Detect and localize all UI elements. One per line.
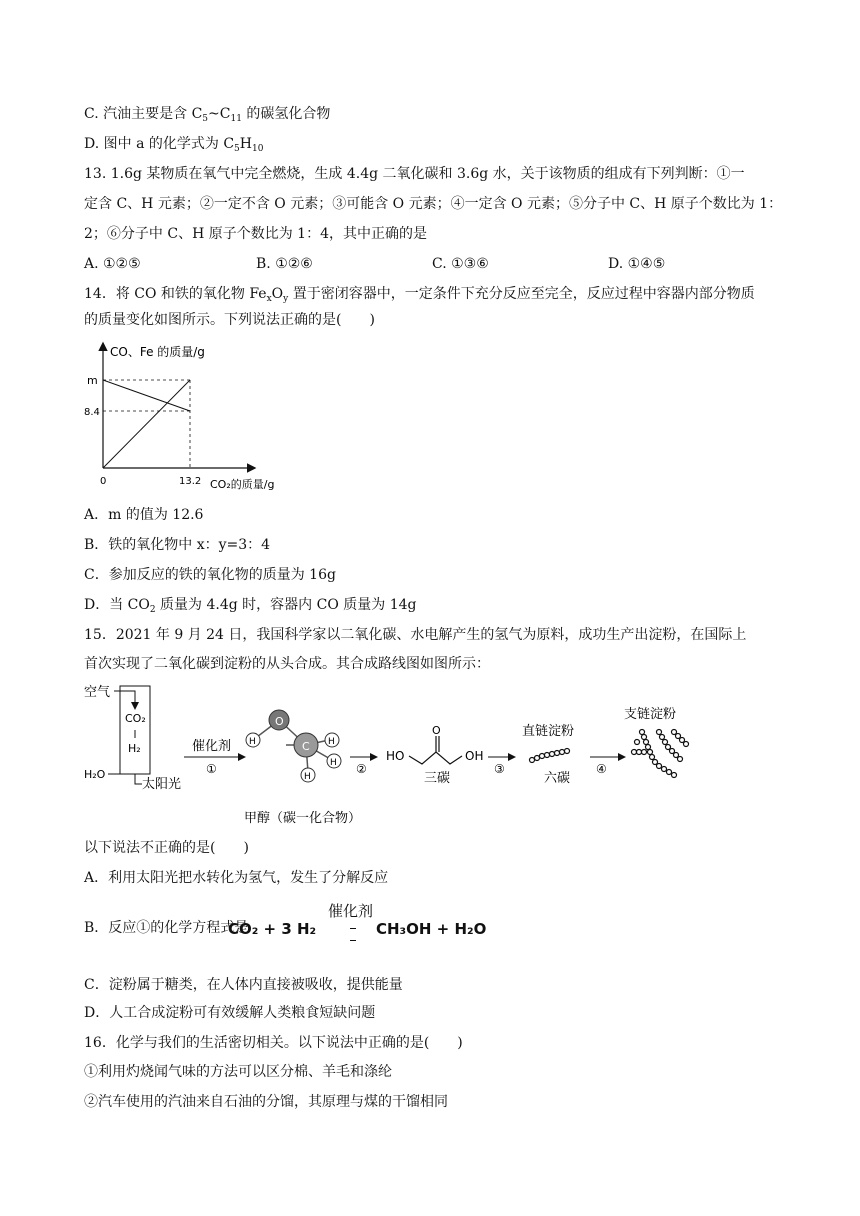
oh-label: OH: [465, 749, 484, 763]
q14-stem-line1: 14．将 CO 和铁的氧化物 $Fe_xO_y$ 置于密闭容器中，一定条件下充分反应至完全，反应过程中容器内部分物质: [84, 286, 755, 304]
co2-label: CO₂: [125, 712, 146, 725]
h2o-label: H₂O: [84, 768, 106, 781]
x-axis-label: CO₂的质量/g: [210, 478, 275, 491]
svg-text:H: H: [330, 758, 337, 768]
q14-option-c: C．参加反应的铁的氧化物的质量为 16g: [84, 567, 336, 583]
fe-series-line: [103, 380, 190, 468]
q16-item-1: ①利用灼烧闻气味的方法可以区分棉、羊毛和涤纶: [84, 1064, 392, 1080]
equation-right: CH₃OH + H₂O: [376, 920, 487, 938]
q13-option-d: D. ①④⑤: [608, 256, 666, 272]
q16-stem: 16．化学与我们的生活密切相关。以下说法中正确的是( ): [84, 1035, 463, 1051]
q14-option-d: D．当 $CO_2$ 质量为 4.4g 时，容器内 CO 质量为 14g: [84, 597, 417, 615]
methanol-label: 甲醇（碳一化合物）: [244, 811, 362, 826]
equation-marks: [350, 928, 356, 942]
q15-option-b: B．反应①的化学方程式是: [84, 920, 249, 936]
svg-text:H: H: [328, 737, 335, 747]
sunlight-label: 太阳光: [142, 777, 182, 792]
q13-stem-line2: 定含 C、H 元素；②一定不含 O 元素；③可能含 O 元素；④一定含 O 元素；⑤分子中 C、H 原子个数比为 1：: [84, 196, 783, 212]
co-series-line: [103, 380, 190, 411]
q13-option-c: C. ①③⑥: [432, 256, 489, 272]
linear-starch-chain: [530, 749, 570, 763]
equation-catalyst: 催化剂: [328, 902, 374, 920]
branched-starch-label: 支链淀粉: [624, 707, 677, 722]
six-carbon-label: 六碳: [544, 771, 571, 786]
svg-text:C: C: [302, 740, 310, 753]
ketone-o-label: O: [432, 724, 441, 737]
q13-option-b: B. ①②⑥: [256, 256, 313, 272]
q12-option-d: D. 图中 a 的化学式为 $C_5H_{10}$: [84, 136, 264, 154]
q16-item-2: ②汽车使用的汽油来自石油的分馏，其原理与煤的干馏相同: [84, 1094, 448, 1110]
step3-label: ③: [494, 762, 505, 776]
step4-label: ④: [596, 762, 607, 776]
svg-text:H: H: [304, 772, 311, 782]
q12-option-c: C. 汽油主要是含 $C_5\sim C_{11}$ 的碳氢化合物: [84, 106, 331, 124]
q13-option-a: A. ①②⑤: [84, 256, 141, 272]
branched-starch-chain: [632, 730, 689, 778]
q15-stem-line2: 首次实现了二氧化碳到淀粉的从头合成。其合成路线图如图所示：: [84, 656, 490, 672]
svg-text:O: O: [275, 715, 284, 728]
catalyst-label: 催化剂: [192, 739, 232, 754]
y-tick-8-4: 8.4: [84, 407, 100, 418]
q14-option-b: B．铁的氧化物中 x：y=3：4: [84, 537, 271, 553]
three-carbon-skeleton: [409, 752, 462, 764]
q14-mass-chart: [84, 338, 304, 498]
q15-starch-synthesis-diagram: [84, 680, 704, 830]
q15-question: 以下说法不正确的是( ): [84, 840, 249, 856]
air-line: [114, 691, 135, 708]
ho-label: HO: [386, 749, 405, 763]
x-tick-13-2: 13.2: [179, 476, 202, 487]
q15-option-c: C．淀粉属于糖类，在人体内直接被吸收，提供能量: [84, 977, 403, 993]
sunlight-line: [135, 774, 142, 784]
y-tick-m: m: [87, 374, 98, 387]
three-carbon-label: 三碳: [424, 771, 451, 786]
q14-option-a: A．m 的值为 12.6: [84, 507, 204, 523]
equation-left: CO₂ + 3 H₂: [228, 920, 317, 938]
q15-option-a: A．利用太阳光把水转化为氢气，发生了分解反应: [84, 870, 389, 886]
q14-stem-line2: 的质量变化如图所示。下列说法正确的是( ): [84, 312, 375, 328]
linear-starch-label: 直链淀粉: [522, 724, 575, 739]
q13-stem-line3: 2；⑥分子中 C、H 原子个数比为 1：4，其中正确的是: [84, 226, 427, 242]
origin-label: 0: [100, 476, 107, 487]
y-axis-label: CO、Fe 的质量/g: [110, 345, 205, 359]
q15-stem-line1: 15．2021 年 9 月 24 日，我国科学家以二氧化碳、水电解产生的氢气为原料，成功生产出淀粉，在国际上: [84, 627, 747, 643]
svg-text:H: H: [249, 737, 256, 747]
step1-label: ①: [206, 762, 217, 776]
h2-label: H₂: [128, 742, 141, 755]
q15-option-d: D．人工合成淀粉可有效缓解人类粮食短缺问题: [84, 1005, 376, 1021]
q13-stem-line1: 13. 1.6g 某物质在氧气中完全燃烧，生成 4.4g 二氧化碳和 3.6g 水，关于该物质的组成有下列判断：①一: [84, 166, 745, 182]
q13-options: [84, 254, 665, 274]
step2-label: ②: [356, 762, 367, 776]
air-label: 空气: [84, 685, 111, 700]
